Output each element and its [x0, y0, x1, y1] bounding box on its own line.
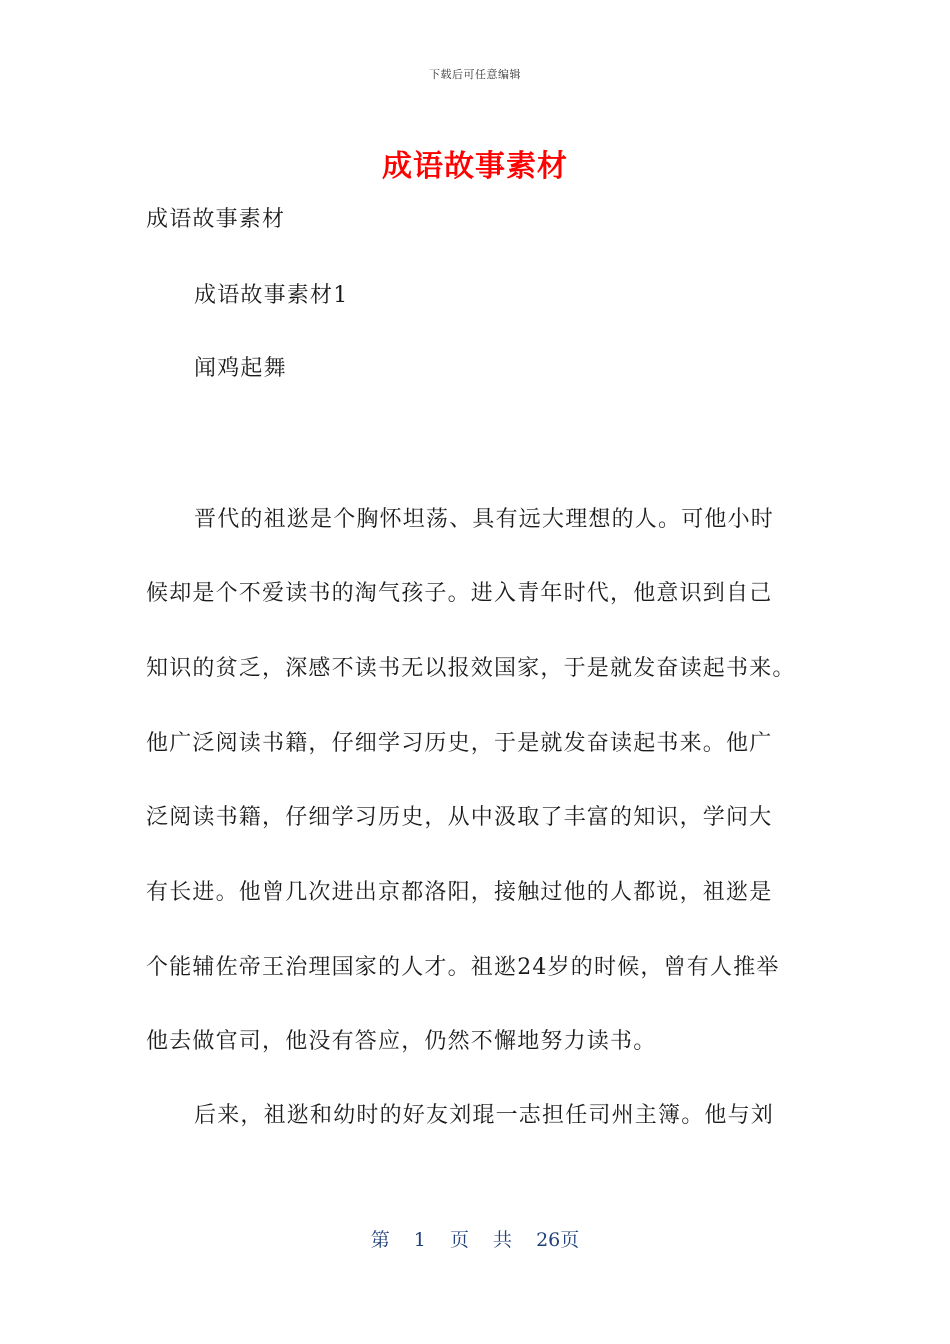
body-line: 晋代的祖逖是个胸怀坦荡、具有远大理想的人。可他小时: [194, 507, 775, 532]
body-line: 有长进。他曾几次进出京都洛阳，接触过他的人都说，祖逖是: [146, 880, 773, 905]
body-line: 后来，祖逖和幼时的好友刘琨一志担任司州主簿。他与刘: [194, 1103, 775, 1128]
footer-page-number: 1: [413, 1229, 426, 1251]
footer-total-pages: 26页: [536, 1229, 580, 1251]
document-subtitle: 成语故事素材: [146, 207, 286, 232]
section-title: 成语故事素材1: [194, 283, 349, 308]
story-title: 闻鸡起舞: [194, 356, 287, 381]
page-footer: [0, 1225, 950, 1252]
body-line: 知识的贫乏，深感不读书无以报效国家，于是就发奋读起书来。: [146, 656, 796, 681]
footer-di: 第: [370, 1229, 390, 1251]
document-title: 成语故事素材: [382, 149, 568, 184]
body-line: 泛阅读书籍，仔细学习历史，从中汲取了丰富的知识，学问大: [146, 805, 773, 830]
footer-gong: 共: [493, 1229, 513, 1251]
body-line: 他广泛阅读书籍，仔细学习历史，于是就发奋读起书来。他广: [146, 731, 773, 756]
header-note: 下载后可任意编辑: [429, 68, 521, 81]
footer-ye: 页: [449, 1229, 469, 1251]
body-line: 候却是个不爱读书的淘气孩子。进入青年时代，他意识到自己: [146, 581, 773, 606]
body-line: 个能辅佐帝王治理国家的人才。祖逖24岁的时候，曾有人推举: [146, 955, 780, 980]
body-line: 他去做官司，他没有答应，仍然不懈地努力读书。: [146, 1029, 657, 1054]
